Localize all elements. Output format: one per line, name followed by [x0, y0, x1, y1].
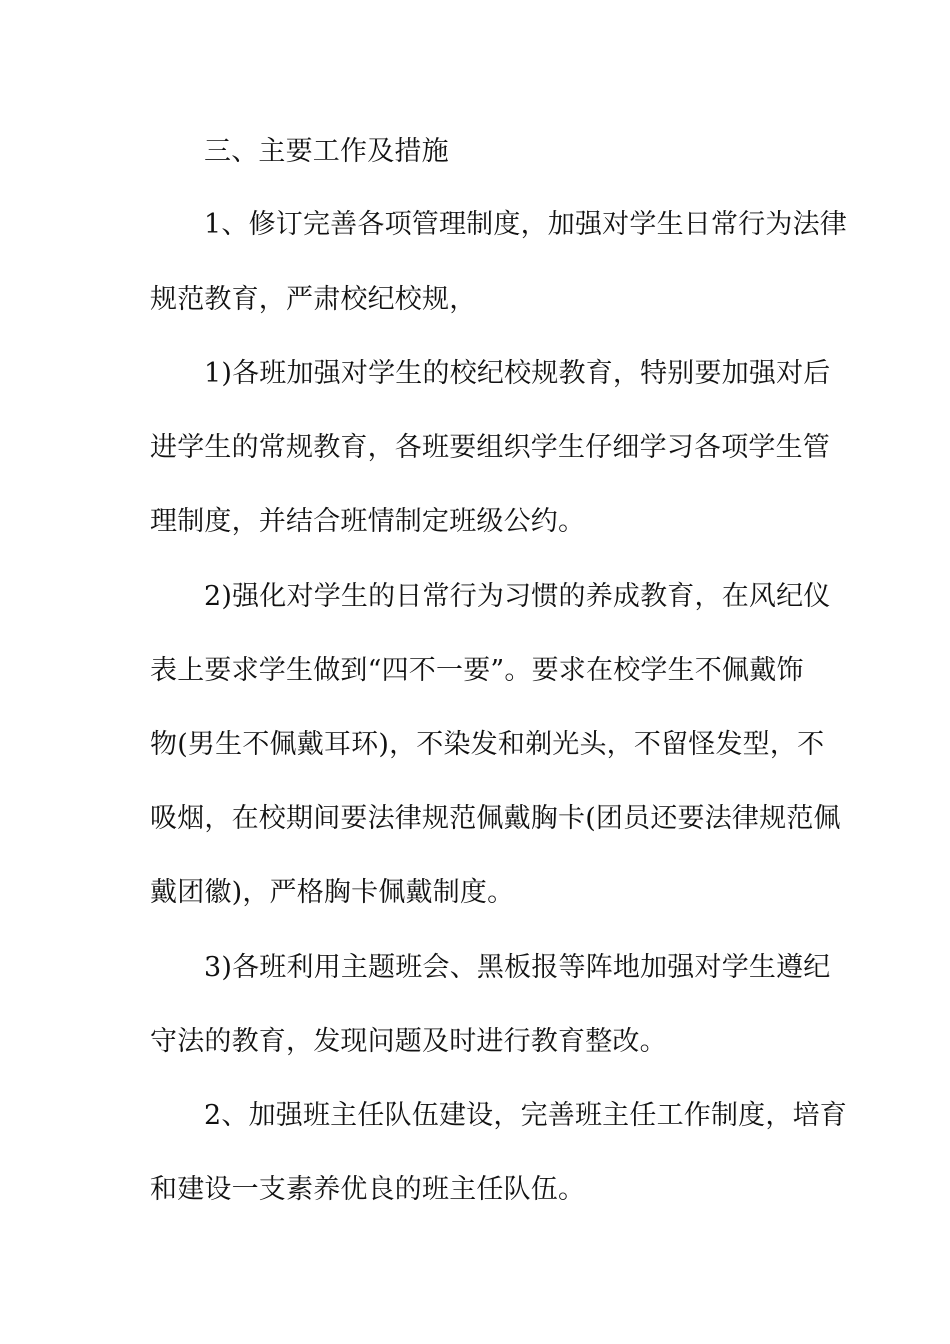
paragraph-line: 吸烟，在校期间要法律规范佩戴胸卡(团员还要法律规范佩 — [150, 803, 841, 834]
paragraph-line: 规范教育，严肃校纪校规， — [150, 284, 477, 315]
section-heading: 三、主要工作及措施 — [204, 136, 449, 167]
paragraph-line: 3)各班利用主题班会、黑板报等阵地加强对学生遵纪 — [204, 952, 831, 983]
paragraph-line: 理制度，并结合班情制定班级公约。 — [150, 506, 586, 537]
paragraph-line: 表上要求学生做到“四不一要”。要求在校学生不佩戴饰 — [150, 655, 804, 686]
paragraph-line: 戴团徽)，严格胸卡佩戴制度。 — [150, 877, 515, 908]
paragraph-line: 物(男生不佩戴耳环)，不染发和剃光头，不留怪发型，不 — [150, 729, 825, 760]
paragraph-line: 和建设一支素养优良的班主任队伍。 — [150, 1174, 586, 1205]
paragraph-line: 守法的教育，发现问题及时进行教育整改。 — [150, 1026, 667, 1057]
paragraph-line: 进学生的常规教育，各班要组织学生仔细学习各项学生管 — [150, 432, 830, 463]
paragraph-line: 1、修订完善各项管理制度，加强对学生日常行为法律 — [204, 209, 847, 240]
paragraph-line: 2、加强班主任队伍建设，完善班主任工作制度，培育 — [204, 1100, 847, 1131]
paragraph-line: 2)强化对学生的日常行为习惯的养成教育，在风纪仪 — [204, 581, 831, 612]
paragraph-line: 1)各班加强对学生的校纪校规教育，特别要加强对后 — [204, 358, 831, 389]
